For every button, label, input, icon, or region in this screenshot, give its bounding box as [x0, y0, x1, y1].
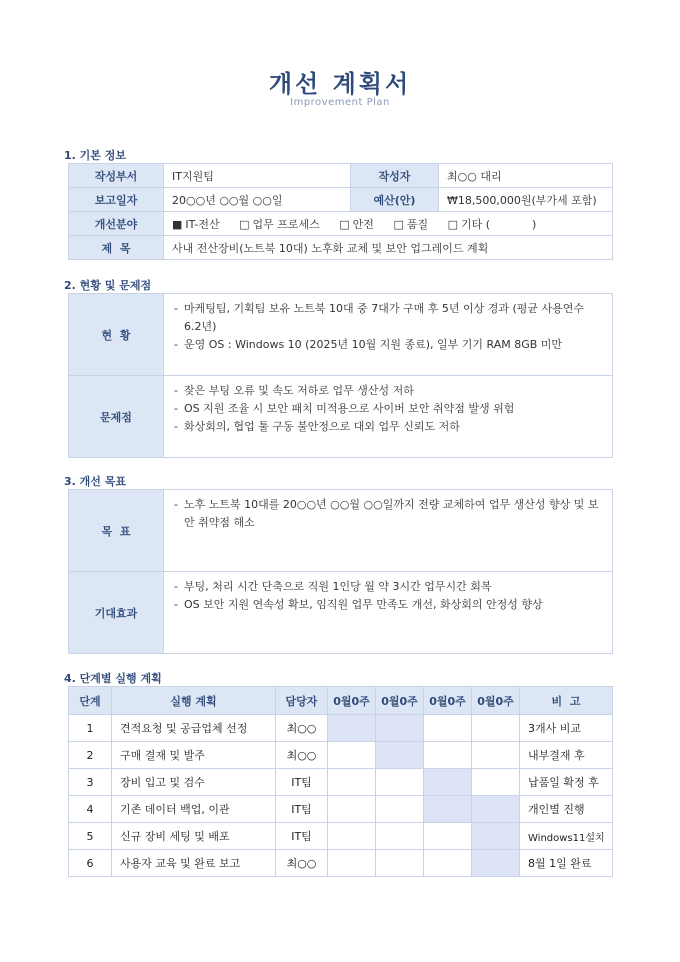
- current-content: [164, 294, 613, 376]
- header-week-4: 0월0주: [472, 687, 520, 715]
- week-cell: [328, 796, 376, 823]
- note-cell: 8월 1일 완료: [520, 850, 613, 877]
- task-cell: 사용자 교육 및 완료 보고: [112, 850, 276, 877]
- step-cell: 2: [69, 742, 112, 769]
- budget-label: 예산(안): [351, 188, 439, 212]
- week-cell: [376, 715, 424, 742]
- list-item: - 운영 OS : Windows 10 (2025년 10월 지원 종료), 일부 기기 RAM 8GB 미만: [174, 338, 563, 351]
- task-cell: 견적요청 및 공급업체 선정: [112, 715, 276, 742]
- table-row: [69, 796, 613, 823]
- owner-cell: 최○○: [276, 715, 328, 742]
- schedule-table: [68, 686, 613, 877]
- step-cell: 5: [69, 823, 112, 850]
- effect-label: 기대효과: [69, 572, 164, 654]
- problem-content: [164, 376, 613, 458]
- week-cell: [376, 769, 424, 796]
- header-task: 실행 계획: [112, 687, 276, 715]
- problem-label: 문제점: [69, 376, 164, 458]
- effect-content: [164, 572, 613, 654]
- header-step: 단계: [69, 687, 112, 715]
- week-cell: [328, 742, 376, 769]
- step-cell: 1: [69, 715, 112, 742]
- field-options: [164, 212, 613, 236]
- author-value: 최○○ 대리: [439, 164, 613, 188]
- list-item: - 노후 노트북 10대를 20○○년 ○○월 ○○일까지 전량 교체하여 업무 생산성 향상 및 보안 취약점 해소: [174, 498, 599, 529]
- list-item: - OS 지원 조율 시 보안 패치 미적용으로 사이버 보안 취약점 발생 위험: [174, 402, 515, 415]
- week-cell: [472, 715, 520, 742]
- header-note: 비 고: [520, 687, 613, 715]
- checkbox-empty-icon: □: [393, 217, 404, 231]
- week-cell: [472, 850, 520, 877]
- list-item: - 마케팅팀, 기획팀 보유 노트북 10대 중 7대가 구매 후 5년 이상 경과 (평균 사용연수 6.2년): [174, 302, 585, 333]
- field-option: ■ IT-전산: [172, 217, 220, 231]
- week-cell: [472, 742, 520, 769]
- note-cell: 개인별 진행: [520, 796, 613, 823]
- week-cell: [424, 796, 472, 823]
- week-cell: [424, 715, 472, 742]
- section-schedule-title: 4. 단계별 실행 계획: [64, 672, 162, 685]
- dept-value: IT지원팀: [164, 164, 351, 188]
- checkbox-empty-icon: □: [339, 217, 350, 231]
- section-basic-title: 1. 기본 정보: [64, 149, 126, 162]
- header-week-1: 0월0주: [328, 687, 376, 715]
- goal-table: [68, 489, 613, 654]
- task-cell: 기존 데이터 백업, 이관: [112, 796, 276, 823]
- field-option: □ 품질: [393, 217, 429, 231]
- target-label: 목 표: [69, 490, 164, 572]
- week-cell: [424, 769, 472, 796]
- task-cell: 신규 장비 세팅 및 배포: [112, 823, 276, 850]
- week-cell: [328, 769, 376, 796]
- list-item: - 화상회의, 협업 툴 구동 불안정으로 대외 업무 신뢰도 저하: [174, 420, 460, 433]
- budget-value: ₩18,500,000원(부가세 포함): [439, 188, 613, 212]
- header-owner: 담당자: [276, 687, 328, 715]
- owner-cell: IT팀: [276, 823, 328, 850]
- week-cell: [424, 823, 472, 850]
- list-item: - OS 보안 지원 연속성 확보, 임직원 업무 만족도 개선, 화상회의 안정성 향상: [174, 598, 543, 611]
- target-content: [164, 490, 613, 572]
- subject-value: 사내 전산장비(노트북 10대) 노후화 교체 및 보안 업그레이드 계획: [164, 236, 613, 260]
- basic-info-table: [68, 163, 613, 260]
- checkbox-empty-icon: □: [239, 217, 250, 231]
- table-row: [69, 715, 613, 742]
- week-cell: [328, 850, 376, 877]
- week-cell: [424, 850, 472, 877]
- schedule-body: [69, 715, 613, 877]
- field-option: □ 업무 프로세스: [239, 217, 320, 231]
- section-status-title: 2. 현황 및 문제점: [64, 279, 152, 292]
- document-subtitle: Improvement Plan: [290, 97, 390, 108]
- step-cell: 4: [69, 796, 112, 823]
- week-cell: [376, 796, 424, 823]
- step-cell: 3: [69, 769, 112, 796]
- note-cell: Windows11설치: [520, 823, 613, 850]
- date-label: 보고일자: [69, 188, 164, 212]
- table-row: [69, 823, 613, 850]
- current-label: 현 황: [69, 294, 164, 376]
- week-cell: [376, 823, 424, 850]
- checkbox-empty-icon: □: [447, 217, 459, 231]
- week-cell: [472, 769, 520, 796]
- week-cell: [328, 715, 376, 742]
- list-item: - 부팅, 처리 시간 단축으로 직원 1인당 월 약 3시간 업무시간 회복: [174, 580, 492, 593]
- owner-cell: IT팀: [276, 769, 328, 796]
- week-cell: [376, 742, 424, 769]
- author-label: 작성자: [351, 164, 439, 188]
- owner-cell: IT팀: [276, 796, 328, 823]
- dept-label: 작성부서: [69, 164, 164, 188]
- field-option: □ 기타 ( ): [447, 217, 537, 231]
- header-week-2: 0월0주: [376, 687, 424, 715]
- field-option: □ 안전: [339, 217, 374, 231]
- document-title: 개선 계획서: [268, 70, 412, 98]
- owner-cell: 최○○: [276, 850, 328, 877]
- header-week-3: 0월0주: [424, 687, 472, 715]
- task-cell: 장비 입고 및 검수: [112, 769, 276, 796]
- status-table: [68, 293, 613, 458]
- task-cell: 구매 결재 및 발주: [112, 742, 276, 769]
- list-item: - 잦은 부팅 오류 및 속도 저하로 업무 생산성 저하: [174, 384, 414, 397]
- week-cell: [424, 742, 472, 769]
- table-row: [69, 742, 613, 769]
- week-cell: [472, 823, 520, 850]
- table-row: [69, 769, 613, 796]
- step-cell: 6: [69, 850, 112, 877]
- subject-label: 제 목: [69, 236, 164, 260]
- table-row: [69, 850, 613, 877]
- date-value: 20○○년 ○○월 ○○일: [164, 188, 351, 212]
- section-goal-title: 3. 개선 목표: [64, 475, 126, 488]
- week-cell: [328, 823, 376, 850]
- week-cell: [472, 796, 520, 823]
- week-cell: [376, 850, 424, 877]
- checkbox-checked-icon: ■: [172, 217, 183, 231]
- owner-cell: 최○○: [276, 742, 328, 769]
- note-cell: 납품일 확정 후: [520, 769, 613, 796]
- field-label: 개선분야: [69, 212, 164, 236]
- note-cell: 3개사 비교: [520, 715, 613, 742]
- note-cell: 내부결재 후: [520, 742, 613, 769]
